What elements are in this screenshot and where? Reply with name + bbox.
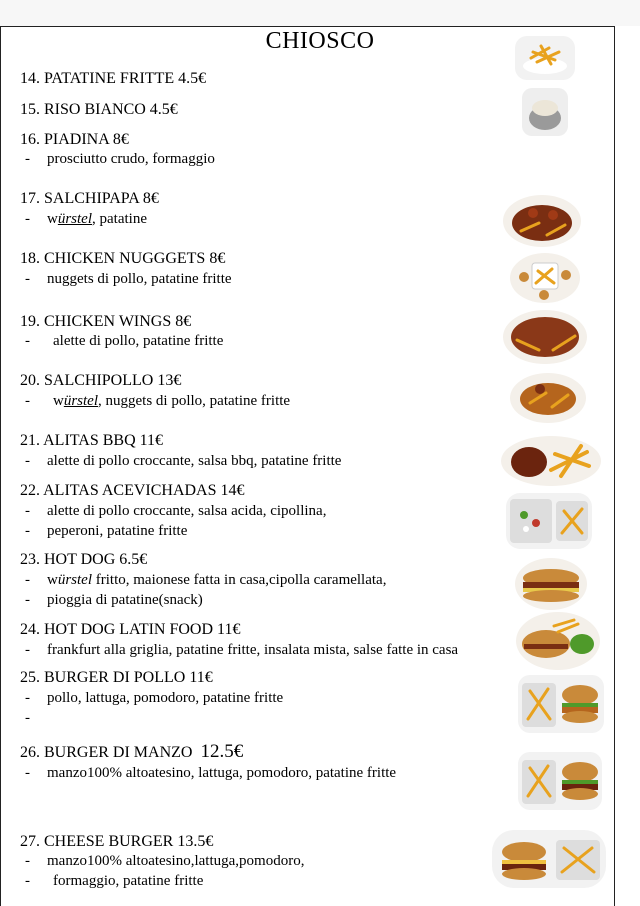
fries-photo (515, 36, 575, 80)
item-17-title: 17. SALCHIPAPA 8€ (20, 190, 159, 207)
item-24-desc: - frankfurt alla griglia, patatine fritte, insalata mista, salse fatte in casa (25, 642, 459, 658)
item-14-title: 14. PATATINE FRITTE 4.5€ (20, 70, 207, 87)
burger-di-pollo-photo (518, 675, 604, 733)
item-23-desc-2: - pioggia di patatine(snack) (25, 592, 203, 608)
item-18-desc: - nuggets di pollo, patatine fritte (25, 271, 232, 287)
salchipapa-photo (503, 195, 581, 247)
item-26-desc: - manzo100% altoatesino, lattuga, pomodoro, patatine fritte (25, 765, 397, 781)
item-25-desc: - pollo, lattuga, pomodoro, patatine fritte (25, 690, 284, 706)
item-24-title: 24. HOT DOG LATIN FOOD 11€ (20, 621, 241, 638)
rice-photo (522, 88, 568, 136)
item-25-empty-dash: - (25, 710, 30, 726)
item-27-desc-1: - manzo100% altoatesino,lattuga,pomodoro, (25, 853, 305, 869)
hot-dog-photo (515, 558, 587, 610)
item-19-title: 19. CHICKEN WINGS 8€ (20, 313, 192, 330)
item-15-title: 15. RISO BIANCO 4.5€ (20, 101, 178, 118)
item-22-desc-2: - peperoni, patatine fritte (25, 523, 188, 539)
alitas-acevichadas-photo (506, 493, 592, 549)
cheese-burger-photo (492, 830, 606, 888)
alitas-bbq-photo (501, 436, 601, 486)
item-27-title: 27. CHEESE BURGER 13.5€ (20, 833, 214, 850)
item-19-desc: - alette di pollo, patatine fritte (25, 333, 224, 349)
item-20-title: 20. SALCHIPOLLO 13€ (20, 372, 182, 389)
item-22-title: 22. ALITAS ACEVICHADAS 14€ (20, 482, 245, 499)
item-26-price: 12.5€ (200, 741, 244, 762)
item-18-title: 18. CHICKEN NUGGGETS 8€ (20, 250, 226, 267)
item-20-desc: - würstel, nuggets di pollo, patatine fritte (25, 393, 291, 409)
item-22-desc-1: - alette di pollo croccante, salsa acida, cipollina, (25, 503, 327, 519)
item-21-desc: - alette di pollo croccante, salsa bbq, patatine fritte (25, 453, 342, 469)
top-bar (0, 0, 640, 26)
nuggets-photo (510, 253, 580, 303)
item-16-desc: - prosciutto crudo, formaggio (25, 151, 215, 167)
hot-dog-latin-food-photo (516, 612, 600, 670)
item-16-title: 16. PIADINA 8€ (20, 131, 129, 148)
item-17-desc: - würstel, patatine (25, 211, 147, 227)
burger-di-manzo-photo (518, 752, 602, 810)
item-27-desc-2: - formaggio, patatine fritte (25, 873, 204, 889)
item-26-title: 26. BURGER DI MANZO 12.5€ (20, 741, 244, 762)
item-23-title: 23. HOT DOG 6.5€ (20, 551, 148, 568)
salchipollo-photo (510, 373, 586, 423)
menu-title: CHIOSCO (265, 28, 375, 54)
item-23-desc-1: - würstel fritto, maionese fatta in casa,cipolla caramellata, (25, 572, 387, 588)
item-25-title: 25. BURGER DI POLLO 11€ (20, 669, 213, 686)
chicken-wings-photo (503, 310, 587, 364)
item-21-title: 21. ALITAS BBQ 11€ (20, 432, 164, 449)
